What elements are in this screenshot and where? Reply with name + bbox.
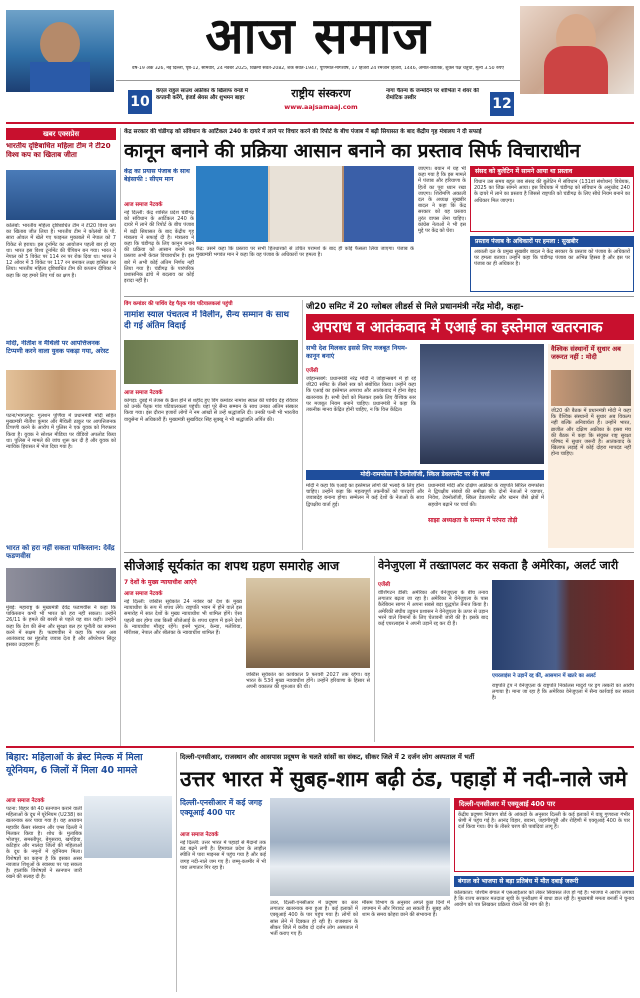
lead-headline[interactable]: कानून बनाने की प्रक्रिया आसान बनाने का प्रस्ताव सिर्फ विचाराधीन <box>124 140 581 162</box>
cji-text-col2: जस्टिस सूर्यकांत का कार्यकाल 9 फरवरी 2027 तक रहेगा। वह भारत के 53वें मुख्य न्यायाधीश होंगे। उन्होंने हरियाणा के हिसार से अपनी वकालत की शुरुआत की थी। <box>246 672 370 691</box>
sidebar-header: खबर एक्सप्रेस <box>6 128 116 140</box>
sidebar-story2-title[interactable]: मोदी, नीतीश व मैथिली पर आपत्तिजनक टिप्पणी करने वाला युवक पकड़ा गया, अरेस्ट <box>6 340 109 355</box>
women-text: पटना: बिहार की 40 स्तनपान कराने वाली महिलाओं के दूध में यूरेनियम (U238) का खतरनाक स्तर पाया गया है। यह अध्ययन महावीर कैंसर संस्थान और एम्स दिल्ली ने मिलकर किया है। शोध के मुताबिक भोजपुर, समस्तीपुर, बेगूसराय, खगड़िया, कटिहार और नालंदा जिलों की महिलाओं के दूध के नमूनों में यूरेनियम मिला। विशेषज्ञों का कहना है कि इसका असर नवजात शिशुओं के स्वास्थ्य पर पड़ सकता है। हालांकि विशेषज्ञों ने स्तनपान जारी रखने की सलाह दी है। <box>6 806 82 881</box>
lead-box <box>470 166 634 232</box>
sidebar-story2-photo <box>6 370 116 410</box>
edition-label: राष्ट्रीय संस्करण <box>291 87 351 100</box>
lead-bottom-rule <box>124 296 634 297</box>
g20-text-col2: मोदी ने कहा कि एआई का इस्तेमाल लोगों की भलाई के लिए होना चाहिए। उन्होंने कहा कि महत्वपूर्ण तकनीकों को पारदर्शी और जवाबदेह बनाना होगा। सम्मेलन में कई देशों के नेताओं के साथ द्विपक्षीय वार्ता हुई। <box>306 483 424 508</box>
dateline: वर्ष-19 अंक 326, नई दिल्ली, पृष्ठ-12, सोमवार, 24 नवंबर 2025, विक्रमी संवत-2082, शक संवत-1947, पूर्णिमांत-मार्गशीर्ष, 17 हिजरी 24 रमजान हिजरी, 1446, अमांत-कार्तिक, शुक्ल पक्ष चतुर्थी, मूल्य 3.50 रुपए <box>132 66 504 71</box>
bengal-title[interactable]: बंगाल को भाजपा से बड़ा प्रतिबंध में मौत दबाई जरूरी <box>454 876 634 887</box>
lead-subhead-left: केंद्र का प्रयास पंजाब के साथ बेइंसाफी : सीएम मान <box>124 168 190 183</box>
lead-kicker: केंद्र सरकार की चंडीगढ़ को संविधान के आर्टिकल 240 के दायरे में लाने पर विचार करने की रिपोर्ट के बीच पंजाब में बढ़ी सियासत के बाद केंद्रीय गृह मंत्रालय ने दी सफाई <box>124 129 482 135</box>
weather-side-text: केंद्रीय प्रदूषण नियंत्रण बोर्ड के आंकड़ों के अनुसार दिल्ली के कई इलाकों में वायु गुणवत्ता गंभीर श्रेणी में पहुंच गई है। आनंद विहार, बवाना, जहांगीरपुरी और रोहिणी में एक्यूआई 400 के पार दर्ज किया गया। ग्रैप के तीसरे चरण की पाबंदियां लागू हैं। <box>458 812 630 831</box>
g20-headline[interactable]: अपराध व आतंकवाद में एआई का इस्तेमाल खतरनाक <box>306 314 634 340</box>
bengal-text: कोलकाता: पश्चिम बंगाल में एसआईआर को लेकर सियासत तेज हो गई है। भाजपा ने आरोप लगाया है कि राज्य सरकार मतदाता सूची के पुनरीक्षण में बाधा डाल रही है। मुख्यमंत्री ममता बनर्जी ने चुनाव आयोग को पत्र लिखकर प्रक्रिया रोकने की मांग की है। <box>454 890 634 909</box>
cricketer-face <box>40 22 80 66</box>
masthead-bottom-rule <box>6 122 634 124</box>
venezuela-headline[interactable]: वेनेजुएला में तख्तापलट कर सकता है अमेरिका, अलर्ट जारी <box>378 559 619 572</box>
sidebar-story3-title[interactable]: भारत को हरा नहीं सकता पाकिस्तान: देवेंद्र फडणवीस <box>6 544 115 561</box>
martyr-photo <box>124 340 298 384</box>
martyr-text: कांगड़ा: दुबई में तेजस के क्रैश होने से शहीद हुए विंग कमांडर नामांश स्याल की पार्थिव देह रविवार को उनके पैतृक गांव पटियालकलां पहुंची। यहां पूरे सैन्य सम्मान के साथ उनका अंतिम संस्कार किया गया। इस दौरान हजारों लोगों ने नम आंखों से उन्हें श्रद्धांजलि दी। उनकी पत्नी भी भारतीय वायुसेना में अधिकारी हैं। मुख्यमंत्री सुखविंदर सिंह सुक्खू ने भी श्रद्धांजलि अर्पित की। <box>124 398 298 423</box>
venezuela-photo <box>492 580 634 670</box>
masthead-left-photo <box>6 10 114 92</box>
sidebar-story1-text: कोलंबो: भारतीय महिला दृष्टिबाधित टीम ने टी20 विश्व कप का खिताब जीत लिया है। भारतीय टीम ने कोलंबो के पी. सारा ओवल में खेले गए फाइनल मुकाबले में नेपाल को 7 विकेट से हराया। इस टूर्नामेंट का आयोजन पहली बार हो रहा था। भारत इस विश्व टूर्नामेंट की चैंपियन बन गया। भारत ने नेपाल को 5 विकेट पर 114 रन पर रोक दिया था। भारत ने 12 ओवर में 3 विकेट पर 117 रन बनाकर लक्ष्य हासिल कर लिया। भारतीय महिला दृष्टिबाधित टीम की कप्तान दीपिका ने कहा कि यह हमारे लिए गर्व का क्षण है। <box>6 223 116 279</box>
sidebar-story3-text: मुंबई: महाराष्ट्र के मुख्यमंत्री देवेंद्र फडणवीस ने कहा कि पाकिस्तान कभी भी भारत को हरा नहीं सकता। उन्होंने 26/11 के हमले की बरसी से पहले यह बात कही। उन्होंने कहा कि देश की सेना और सुरक्षा बल हर चुनौती का सामना करने में सक्षम हैं। फडणवीस ने कहा कि भारत अब आतंकवाद का मुंहतोड़ जवाब देता है और ऑपरेशन सिंदूर इसका उदाहरण है। <box>6 605 116 649</box>
martyr-kicker: विंग कमांडर की पार्थिव देह पैतृक गांव पटियालकलां पहुंची <box>124 301 233 307</box>
weather-kicker: दिल्ली-एनसीआर, राजस्थान और आसपास प्रदूषण के चलते सांसों का संकट, सीकर जिले में 2 दर्जन लोग अस्पताल में भर्ती <box>180 753 475 761</box>
cricketer-jersey <box>30 62 90 92</box>
g20-photo <box>420 344 544 464</box>
g20-text-col1: जोहान्सबर्ग: प्रधानमंत्री नरेंद्र मोदी ने जोहान्सबर्ग में हो रहे जी20 समिट के तीसरे सत्र को संबोधित किया। उन्होंने कहा कि एआई का इस्तेमाल अपराध और आतंकवाद में होना बेहद खतरनाक है। सभी देशों को मिलकर इसके लिए वैश्विक स्तर पर मजबूत नियम बनाने चाहिए। प्रधानमंत्री ने कहा कि तकनीक मानव केंद्रित होनी चाहिए, न कि वित्त केंद्रित। <box>306 376 416 414</box>
g20-photo-caption: मोदी-रामफोसा ने टेक्नोलॉजी, स्किल डेवलपमेंट पर की चर्चा <box>306 470 544 480</box>
lead-text-col1: नई दिल्ली: केंद्र शासित प्रदेश चंडीगढ़ को संविधान के आर्टिकल 240 के दायरे में लाने की रिपोर्ट के बीच पंजाब में बढ़ी सियासत के बाद केंद्रीय गृह मंत्रालय ने सफाई दी है। मंत्रालय ने कहा कि चंडीगढ़ के लिए कानून बनाने की प्रक्रिया को आसान बनाने का प्रस्ताव अभी केवल विचाराधीन है। इस बारे में अभी कोई अंतिम निर्णय नहीं लिया गया है। चंडीगढ़ के पारंपरिक प्रशासनिक ढांचे में बदलाव का कोई इरादा नहीं है। <box>124 210 194 285</box>
cji-byline: आज समाज नेटवर्क <box>124 591 163 597</box>
actress-outfit <box>544 46 608 94</box>
left-teaser-text[interactable]: केएल राहुल साउथ अफ्रीका के खिलाफ वनडे में कप्तानी करेंगे, इंजर्ड श्रेयस और शुभमन बाहर <box>156 88 248 101</box>
lead-photo-person3 <box>344 166 414 242</box>
weather-photo <box>270 798 450 896</box>
women-byline: आज समाज नेटवर्क <box>6 798 45 804</box>
weather-headline[interactable]: उत्तर भारत में सुबह-शाम बढ़ी ठंड, पहाड़ों में नदी-नाले जमे <box>180 767 627 791</box>
weather-side-box <box>454 798 634 872</box>
left-teaser-page-number: 10 <box>128 90 152 114</box>
women-divider <box>176 752 177 992</box>
women-photo <box>84 796 172 858</box>
weather-text-col3: मौसम विभाग के अनुसार अगले कुछ दिनों में तापमान में और गिरावट आ सकती है। सुबह और शाम के समय कोहरा छाने की संभावना है। <box>362 900 450 919</box>
right-teaser-page-number: 12 <box>490 92 514 116</box>
weather-side-title: दिल्ली-एनसीआर में एक्यूआई 400 पार <box>455 799 633 810</box>
sidebar-story1-photo <box>6 170 116 220</box>
g20-red-subhead: साझा अध्यक्षता के सम्मान में परंपरा तोड़ी <box>428 517 518 524</box>
g20-kicker: जी20 समिट में 20 ग्लोबल लीडर्स से मिले प्रधानमंत्री नरेंद्र मोदी, कहा- <box>306 301 524 311</box>
sidebar-divider <box>120 128 121 748</box>
martyr-byline: आज समाज नेटवर्क <box>124 390 163 396</box>
lead-box2 <box>470 236 634 292</box>
cji-text-col1: नई दिल्ली: जस्टिस सूर्यकांत 24 नवंबर को देश के मुख्य न्यायाधीश के रूप में शपथ लेंगे। राष्ट्रपति भवन में होने वाले इस समारोह में सात देशों के मुख्य न्यायाधीश भी शामिल होंगे। ऐसा पहली बार होगा जब किसी सीजेआई के शपथ ग्रहण में इतने देशों के न्यायाधीश मौजूद रहेंगे। इनमें भूटान, केन्या, मलेशिया, मॉरीशस, नेपाल और श्रीलंका के न्यायाधीश शामिल हैं। <box>124 599 242 637</box>
venezuela-text-col1: वॉशिंगटन डीसी: अमेरिका और वेनेजुएला के बीच तनाव लगातार बढ़ता जा रहा है। अमेरिका ने वेनेजुएला के पास कैरेबियन सागर में अपना सबसे बड़ा युद्धपोत तैनात किया है। अमेरिकी संघीय उड्डयन प्रशासन ने वेनेजुएला के ऊपर से उड़ान भरने वाले विमानों के लिए चेतावनी जारी की है। इसके बाद कई एयरलाइंस ने अपनी उड़ानें रद्द कर दी हैं। <box>378 590 488 628</box>
website-link[interactable]: www.aajsamaaj.com <box>284 103 358 111</box>
lead-box-text: विधान उस समय बहुत जब संसद की बुलेटिन में संविधान (131वां संशोधन) विधेयक, 2025 का जिक्र सामने आया। इस विधेयक में चंडीगढ़ को संविधान के अनुच्छेद 240 के दायरे में लाने का प्रस्ताव है जिससे राष्ट्रपति को चंडीगढ़ के लिए सीधे नियम बनाने का अधिकार मिल जाएगा। <box>474 179 630 204</box>
venezuela-byline: एजेंसी <box>378 582 391 588</box>
masthead-right-photo <box>520 6 634 94</box>
g20-byline: एजेंसी <box>306 368 319 374</box>
martyr-headline[interactable]: नामांश स्याल पंचतत्व में विलीन, सैन्य सम्मान के साथ दी गई अंतिम विदाई <box>124 310 290 331</box>
g20-sidebar-title[interactable]: वैश्विक संस्थानों में सुधार अब जरूरत नहीं : मोदी <box>551 345 621 361</box>
lead-text-col3: जाएगा। बयान में यह भी कहा गया है कि इस मामले में पंजाब और हरियाणा के हितों का पूरा ध्यान रखा जाएगा। शिरोमणि अकाली दल के अध्यक्ष सुखबीर बादल ने कहा कि केंद्र सरकार को यह प्रस्ताव तुरंत वापस लेना चाहिए। कांग्रेस नेताओं ने भी इस मुद्दे पर केंद्र को घेरा। <box>418 166 466 235</box>
venezuela-photo-caption: एयरलाइंस ने उड़ानें रद्द कीं, आसमान में खतरे का अलर्ट <box>492 673 596 679</box>
cji-photo <box>246 578 370 668</box>
weather-text-col1: नई दिल्ली: उत्तर भारत में पहाड़ों से मैदानों तक ठंड बढ़ने लगी है। हिमाचल प्रदेश के लाहौल स्पीति में पारा माइनस में पहुंच गया है और कई जगह नदी-नाले जम गए हैं। जम्मू-कश्मीर में भी पारा लगातार गिर रहा है। <box>180 840 266 871</box>
right-teaser-text[interactable]: नागा चैतन्य के जन्मदिन पर शोभिता ने शेयर की रोमांटिक तस्वीर <box>386 88 479 101</box>
lower-rule <box>6 746 634 748</box>
lead-box2-text: अकाली दल के प्रमुख सुखबीर बादल ने केंद्र सरकार के प्रस्ताव को पंजाब के अधिकारों पर हमला बताया। उन्होंने कहा कि चंडीगढ़ पंजाब का अभिन्न हिस्सा है और इस पर पंजाब का ही अधिकार है। <box>474 249 630 268</box>
women-text-col2 <box>84 862 172 990</box>
lead-text-col2: केंद्र: उसने कहा कि प्रस्ताव पर सभी हितधारकों से उचित परामर्श के बाद ही कोई फैसला लिया जाएगा। पंजाब के मुख्यमंत्री भगवंत मान ने कहा कि यह पंजाब के अधिकारों पर हमला है। <box>196 246 414 259</box>
mid-rule <box>124 552 634 553</box>
g20-sidebar-photo <box>551 370 631 406</box>
g20-text-col3: प्रधानमंत्री मोदी और दक्षिण अफ्रीका के राष्ट्रपति सिरिल रामफोसा ने द्विपक्षीय संबंधों की समीक्षा की। दोनों नेताओं ने व्यापार, निवेश, टेक्नोलॉजी, स्किल डेवलपमेंट और खनन जैसे क्षेत्रों में सहयोग बढ़ाने पर चर्चा की। <box>428 483 544 508</box>
venezuela-text-col2: राष्ट्रपति ट्रंप ने वेनेजुएला के राष्ट्रपति निकोलस मादुरो पर ड्रग तस्करी का आरोप लगाया है। माना जा रहा है कि अमेरिका वेनेजुएला में सैन्य कार्रवाई कर सकता है। <box>492 683 634 702</box>
newspaper-title: आज समाज <box>205 6 431 65</box>
martyr-divider <box>302 300 303 550</box>
lead-photo-person1 <box>196 166 268 242</box>
lead-byline: आज समाज नेटवर्क <box>124 202 163 208</box>
cji-subhead: 7 देशों के मुख्य न्यायाधीश आएंगे <box>124 579 197 586</box>
lead-photo <box>196 166 414 242</box>
masthead-rule <box>116 80 520 81</box>
cji-headline[interactable]: सीजेआई सूर्यकांत का शपथ ग्रहण समारोह आज <box>124 558 340 573</box>
cji-divider <box>374 556 375 742</box>
lead-photo-person2 <box>270 166 342 242</box>
weather-subhead: दिल्ली-एनसीआर में कई जगह एक्यूआई 400 पार <box>180 798 263 817</box>
sidebar-story2-text: पटना/भागलपुर: गुलशन पूर्णिया में प्रधानमंत्री मोदी सहित मुख्यमंत्री नीतीश कुमार और मैथिली ठाकुर पर आपत्तिजनक टिप्पणी करने के आरोप में पुलिस ने एक युवक को गिरफ्तार किया है। युवक ने सोशल मीडिया पर वीडियो अपलोड किया था। पुलिस ने मामले की जांच शुरू कर दी है और युवक को न्यायिक हिरासत में भेज दिया गया है। <box>6 413 116 451</box>
women-headline[interactable]: बिहार: महिलाओं के ब्रेस्ट मिल्क में मिला यूरेनियम, 6 जिलों में मिला 40 मामले <box>6 752 143 776</box>
g20-sidebar-text: जी20 की बैठक में प्रधानमंत्री मोदी ने कहा कि वैश्विक संस्थानों में सुधार अब विकल्प नहीं बल्कि अनिवार्यता है। उन्होंने भारत, ब्राजील और दक्षिण अफ्रीका के इब्सा मंच की बैठक में कहा कि संयुक्त राष्ट्र सुरक्षा परिषद में सुधार जरूरी है। आतंकवाद के खिलाफ लड़ाई में कोई दोहरा मापदंड नहीं होना चाहिए। <box>551 408 631 458</box>
sidebar-story1-title[interactable]: भारतीय दृष्टिबाधित महिला टीम ने टी20 विश्व कप का खिताब जीता <box>6 142 111 159</box>
lead-box-title: संसद को बुलेटिन में सामने आया था प्रस्ताव <box>471 167 633 177</box>
g20-sidebar <box>548 344 634 548</box>
sidebar-story3-photo <box>6 568 116 602</box>
lead-box2-title: प्रस्ताव पंजाब के अधिकारों पर हमला : सुखबीर <box>471 237 633 247</box>
weather-byline: आज समाज नेटवर्क <box>180 832 219 838</box>
g20-subhead: सभी देश मिलकर इससे लिए मजबूत नियम-कानून बनाएं <box>306 344 408 360</box>
weather-text-col2: उधर, दिल्ली-एनसीआर में प्रदूषण का स्तर लगातार खतरनाक बना हुआ है। कई इलाकों में एक्यूआई 400 के पार पहुंच गया है। लोगों को सांस लेने में दिक्कत हो रही है। राजस्थान के सीकर जिले में करीब दो दर्जन लोग अस्पताल में भर्ती कराए गए हैं। <box>270 900 358 938</box>
